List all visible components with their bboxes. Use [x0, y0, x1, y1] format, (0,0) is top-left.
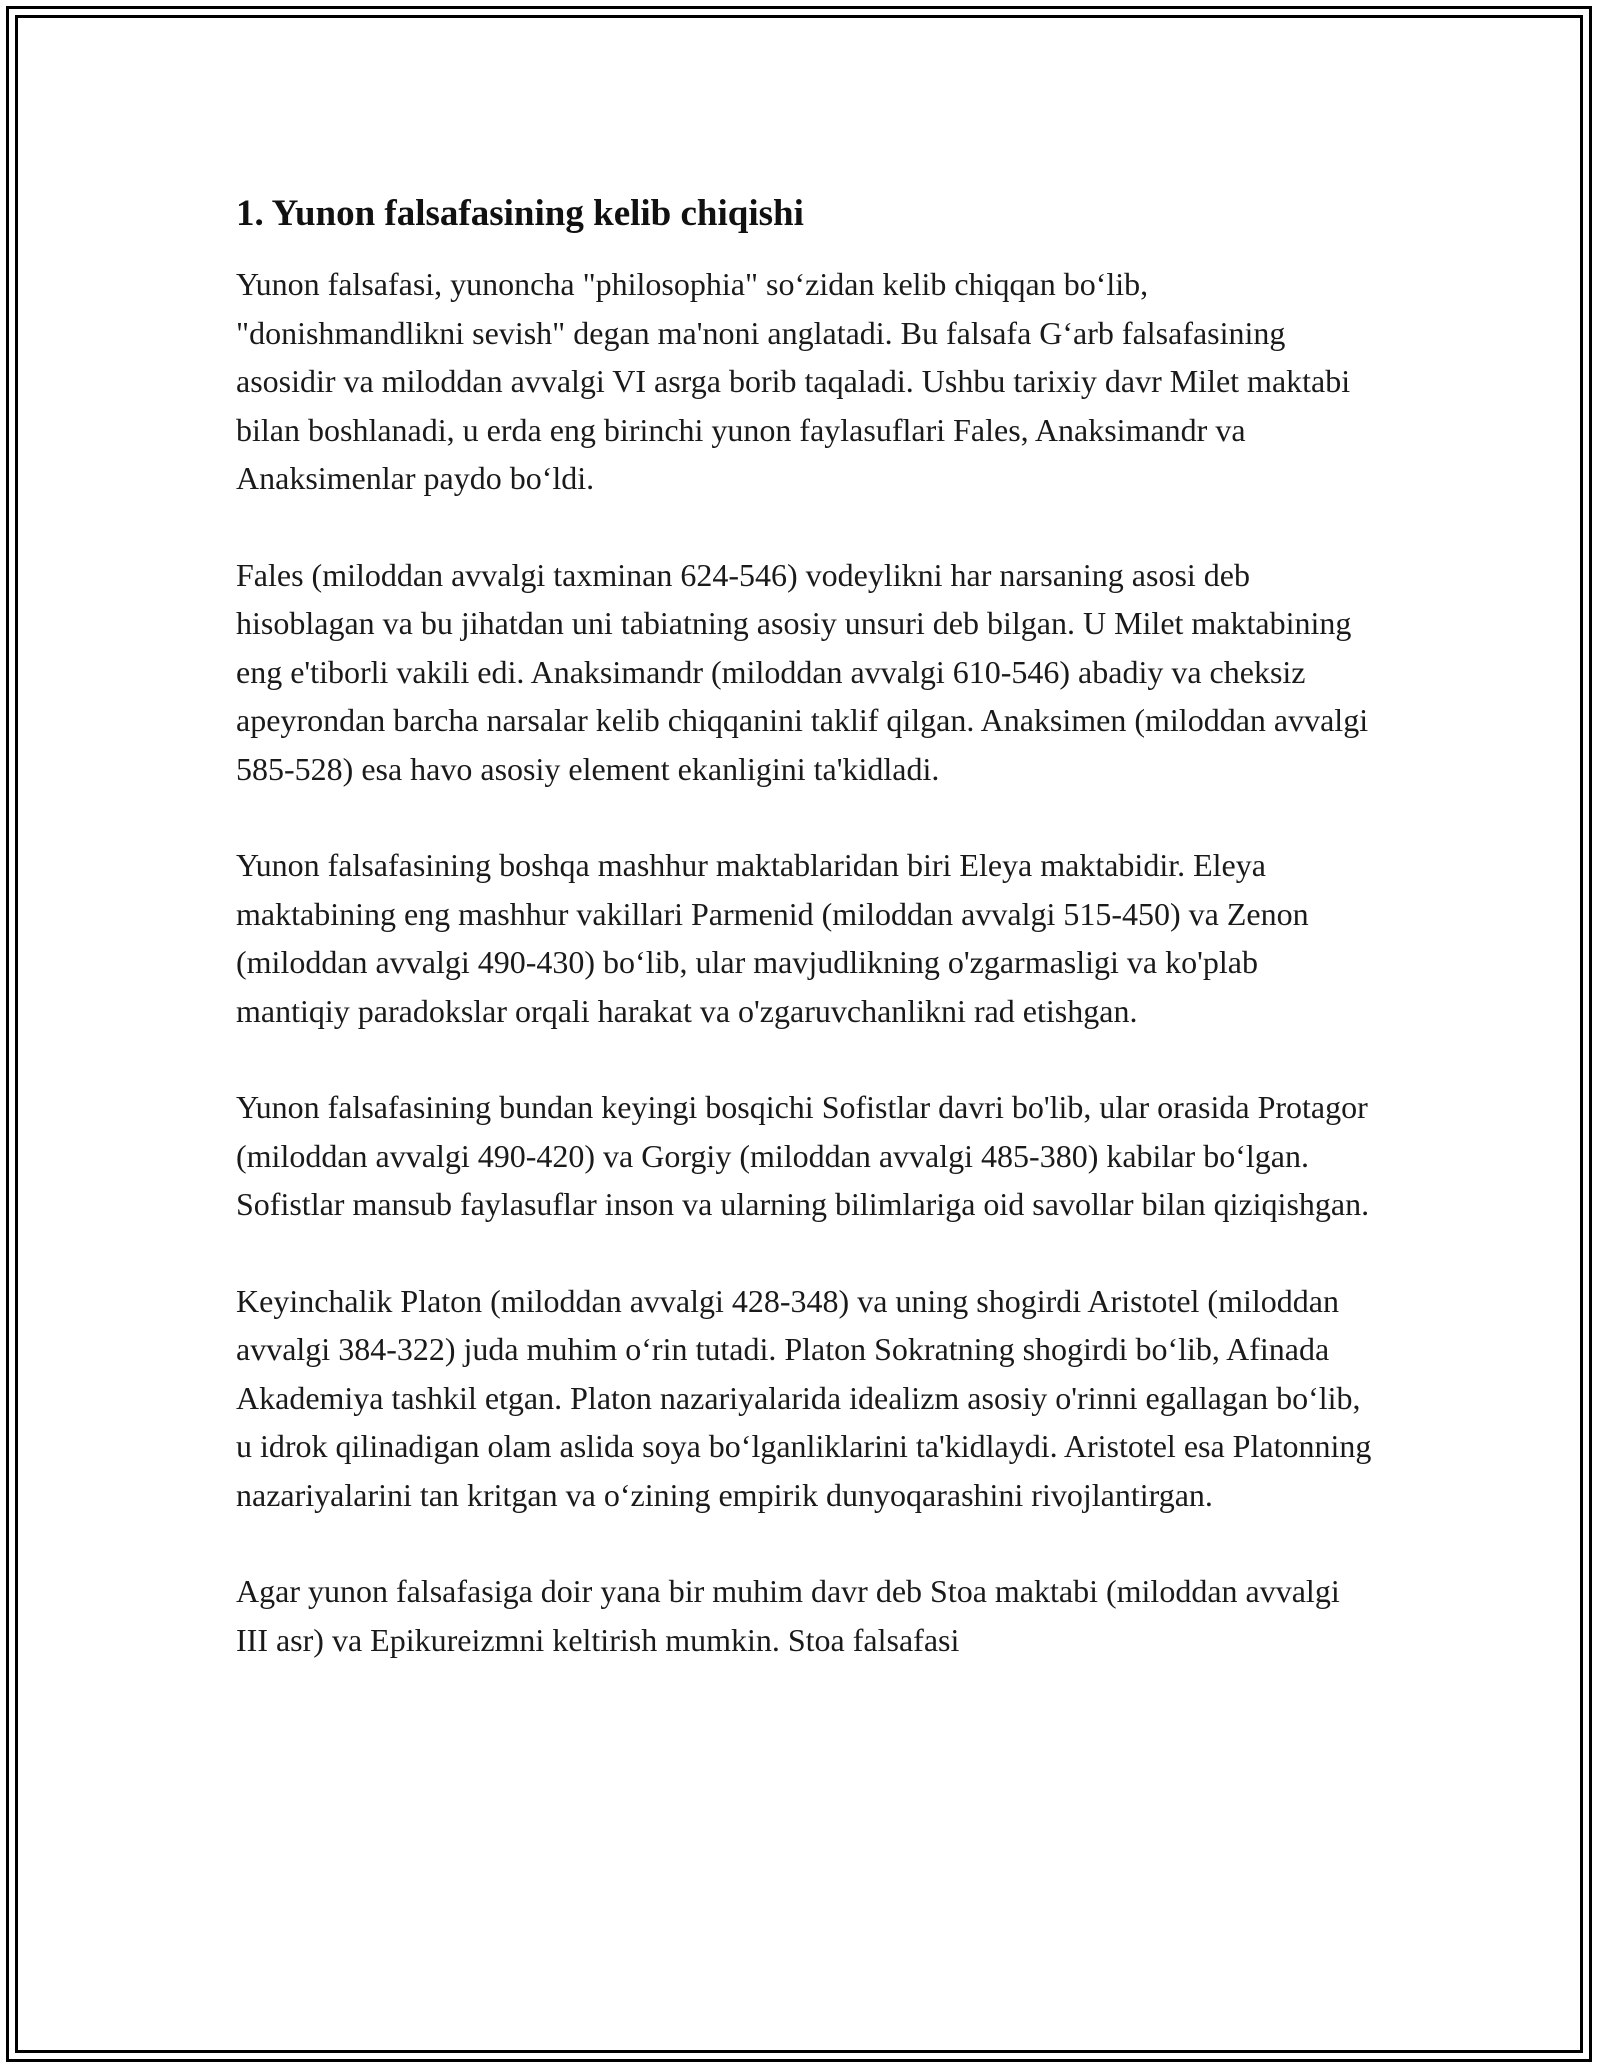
- section-heading: 1. Yunon falsafasining kelib chiqishi: [236, 193, 804, 234]
- paragraph-3: Yunon falsafasining boshqa mashhur maktablaridan biri Eleya maktabidir. Eleya maktabining eng mashhur vakillari Parmenid (miloddan avvalgi 515-450) va Zenon (miloddan avvalgi 490-430) bo‘lib, ular mavjudlikning o'zgarmasligi va ko'plab mantiqiy paradokslar orqali harakat va o'zgaruvchanlikni rad etishgan.: [236, 847, 1309, 1029]
- paragraph-5: Keyinchalik Platon (miloddan avvalgi 428-348) va uning shogirdi Aristotel (miloddan avvalgi 384-322) juda muhim o‘rin tutadi. Platon Sokratning shogirdi bo‘lib, Afinada Akademiya tashkil etgan. Platon nazariyalarida idealizm asosiy o'rinni egallagan bo‘lib, u idrok qilinadigan olam aslida soya bo‘lganliklarini ta'kidlaydi. Aristotel esa Platonning nazariyalarini tan kritgan va o‘zining empirik dunyoqarashini rivojlantirgan.: [236, 1282, 1372, 1513]
- document-body: [236, 186, 1376, 1712]
- paragraph-4: Yunon falsafasining bundan keyingi bosqichi Sofistlar davri bo'lib, ular orasida Protagor (miloddan avvalgi 490-420) va Gorgiy (miloddan avvalgi 485-380) kabilar bo‘lgan. Sofistlar mansub faylasuflar inson va ularning bilimlariga oid savollar bilan qiziqishgan.: [236, 1089, 1370, 1222]
- paragraph-2: Fales (miloddan avvalgi taxminan 624-546) vodeylikni har narsaning asosi deb hisoblagan va bu jihatdan uni tabiatning asosiy unsuri deb bilgan. U Milet maktabining eng e'tiborli vakili edi. Anaksimandr (miloddan avvalgi 610-546) abadiy va cheksiz apeyrondan barcha narsalar kelib chiqqanini taklif qilgan. Anaksimen (miloddan avvalgi 585-528) esa havo asosiy element ekanligini ta'kidladi.: [236, 556, 1369, 787]
- paragraph-6: Agar yunon falsafasiga doir yana bir muhim davr deb Stoa maktabi (miloddan avvalgi III asr) va Epikureizmni keltirish mumkin. Stoa falsafasi: [236, 1573, 1340, 1658]
- paragraph-1: Yunon falsafasi, yunoncha "philosophia" so‘zidan kelib chiqqan bo‘lib, "donishmandlikni sevish" degan ma'noni anglatadi. Bu falsafa G‘arb falsafasining asosidir va miloddan avvalgi VI asrga borib taqaladi. Ushbu tarixiy davr Milet maktabi bilan boshlanadi, u erda eng birinchi yunon faylasuflari Fales, Anaksimandr va Anaksimenlar paydo bo‘ldi.: [236, 266, 1351, 496]
